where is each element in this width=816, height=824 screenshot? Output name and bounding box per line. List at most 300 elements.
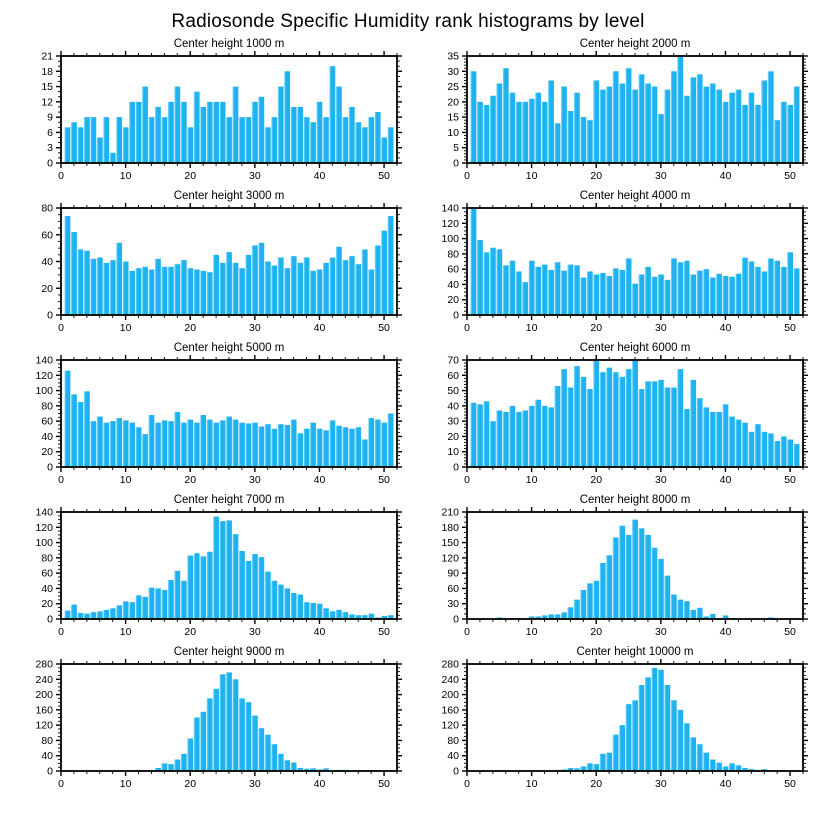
bar xyxy=(168,764,174,771)
bar xyxy=(471,403,477,467)
bar xyxy=(697,744,703,771)
bar xyxy=(258,243,264,315)
bar xyxy=(194,270,200,315)
subplot-title: Center height 10000 m xyxy=(576,646,694,658)
bar xyxy=(187,127,193,163)
bar xyxy=(207,698,213,771)
x-tick-label: 10 xyxy=(525,474,538,486)
bar xyxy=(284,71,290,163)
bar xyxy=(710,84,716,163)
bar xyxy=(323,117,329,163)
x-tick-label: 50 xyxy=(378,474,390,486)
bar xyxy=(207,102,213,163)
x-tick-label: 20 xyxy=(184,474,197,486)
x-tick-label: 0 xyxy=(464,170,470,182)
y-tick-label: 50 xyxy=(447,385,459,398)
bar xyxy=(258,426,264,467)
y-tick-label: 240 xyxy=(35,673,53,686)
bar xyxy=(258,97,264,163)
bar xyxy=(265,127,271,163)
x-tick-label: 40 xyxy=(719,474,732,486)
bar xyxy=(291,420,297,467)
y-tick-label: 90 xyxy=(447,567,459,580)
y-tick-label: 210 xyxy=(441,506,459,519)
bar xyxy=(645,677,651,771)
x-tick-label: 0 xyxy=(58,626,64,638)
y-tick-label: 0 xyxy=(453,157,459,170)
bar xyxy=(207,420,213,467)
bar xyxy=(555,262,561,315)
bar xyxy=(336,87,342,163)
bar xyxy=(794,87,800,163)
subplot-title: Center height 1000 m xyxy=(173,38,285,50)
bar xyxy=(561,87,567,163)
x-tick-label: 50 xyxy=(784,778,796,790)
bar xyxy=(284,268,290,315)
x-tick-label: 40 xyxy=(313,474,326,486)
bar xyxy=(723,404,729,467)
bar xyxy=(774,120,780,163)
bar xyxy=(142,434,148,467)
bar xyxy=(574,93,580,163)
bar xyxy=(110,608,116,619)
bar xyxy=(684,723,690,771)
bar xyxy=(626,369,632,467)
bar xyxy=(600,754,606,771)
x-tick-label: 30 xyxy=(655,474,667,486)
bar xyxy=(787,252,793,315)
bar xyxy=(690,610,696,619)
bar xyxy=(651,668,657,771)
bar xyxy=(187,420,193,467)
x-tick-label: 30 xyxy=(655,778,667,790)
bar xyxy=(310,271,316,315)
bar xyxy=(503,265,509,315)
bar xyxy=(207,552,213,619)
subplot-title: Center height 6000 m xyxy=(579,342,691,354)
bar xyxy=(291,107,297,163)
subplot-10000m xyxy=(411,643,811,795)
y-tick-label: 30 xyxy=(447,415,459,428)
bar xyxy=(645,267,651,315)
x-tick-label: 0 xyxy=(464,626,470,638)
bar xyxy=(110,153,116,163)
bar xyxy=(723,276,729,315)
x-tick-label: 10 xyxy=(119,170,132,182)
bar xyxy=(593,80,599,163)
bar xyxy=(136,102,142,163)
y-tick-label: 80 xyxy=(447,734,459,747)
bar xyxy=(349,256,355,315)
bar xyxy=(626,535,632,619)
bar xyxy=(503,68,509,163)
bar xyxy=(471,71,477,163)
bar xyxy=(161,763,167,771)
bar xyxy=(323,430,329,467)
x-tick-label: 30 xyxy=(249,626,261,638)
bar xyxy=(129,423,135,467)
bar xyxy=(774,441,780,467)
y-tick-label: 120 xyxy=(35,369,53,382)
y-tick-label: 0 xyxy=(453,309,459,322)
bar xyxy=(690,737,696,771)
bar xyxy=(548,80,554,163)
y-tick-label: 3 xyxy=(47,142,53,155)
bar xyxy=(522,410,528,467)
bar xyxy=(490,248,496,315)
bar xyxy=(181,581,187,619)
bar xyxy=(483,401,489,467)
bar xyxy=(239,423,245,467)
y-tick-label: 280 xyxy=(441,658,459,671)
bar xyxy=(291,763,297,771)
x-tick-label: 30 xyxy=(249,474,261,486)
bar xyxy=(768,433,774,467)
bar xyxy=(342,260,348,315)
bar xyxy=(103,610,109,619)
bar xyxy=(155,588,161,619)
bar xyxy=(542,102,548,163)
bar xyxy=(471,208,477,315)
bar xyxy=(310,603,316,619)
y-tick-label: 80 xyxy=(41,400,53,413)
y-tick-label: 80 xyxy=(41,202,53,215)
bar xyxy=(116,605,122,619)
bar xyxy=(368,270,374,315)
bar xyxy=(781,267,787,315)
bar xyxy=(336,610,342,619)
bar xyxy=(362,249,368,315)
bar xyxy=(226,520,232,619)
y-tick-label: 60 xyxy=(447,263,459,276)
y-tick-label: 20 xyxy=(447,96,459,109)
bar xyxy=(748,432,754,467)
bar xyxy=(535,267,541,315)
x-tick-label: 20 xyxy=(590,322,603,334)
y-tick-label: 20 xyxy=(447,294,459,307)
bar xyxy=(587,120,593,163)
y-tick-label: 100 xyxy=(35,385,53,398)
bar xyxy=(168,267,174,315)
bar xyxy=(755,424,761,467)
bar xyxy=(645,84,651,163)
x-tick-label: 10 xyxy=(119,474,132,486)
bar xyxy=(619,270,625,315)
bar xyxy=(168,580,174,619)
bar xyxy=(496,249,502,315)
bar xyxy=(522,282,528,315)
bar xyxy=(233,263,239,315)
y-tick-label: 40 xyxy=(41,582,53,595)
bar xyxy=(375,420,381,467)
bar xyxy=(761,432,767,467)
bar xyxy=(703,753,709,771)
bar xyxy=(658,274,664,315)
bar xyxy=(503,412,509,467)
bar xyxy=(194,423,200,467)
bar xyxy=(509,93,515,163)
bar xyxy=(65,611,71,619)
bar xyxy=(213,102,219,163)
bar xyxy=(375,245,381,315)
x-tick-label: 0 xyxy=(464,474,470,486)
bar xyxy=(245,117,251,163)
bar xyxy=(580,590,586,619)
bar xyxy=(168,421,174,467)
x-tick-label: 20 xyxy=(184,778,197,790)
x-tick-label: 0 xyxy=(58,778,64,790)
bar xyxy=(697,608,703,619)
y-tick-label: 180 xyxy=(441,521,459,534)
bar xyxy=(174,264,180,315)
bar xyxy=(271,429,277,467)
bar xyxy=(207,272,213,315)
bar xyxy=(213,689,219,771)
bar xyxy=(103,263,109,315)
x-tick-label: 30 xyxy=(249,170,261,182)
bar xyxy=(97,611,103,619)
x-tick-label: 40 xyxy=(719,322,732,334)
bar xyxy=(735,90,741,163)
bar xyxy=(651,87,657,163)
bar xyxy=(794,268,800,315)
bar xyxy=(97,417,103,467)
bar xyxy=(336,426,342,467)
bar xyxy=(336,247,342,315)
bar xyxy=(155,423,161,467)
bar xyxy=(658,380,664,467)
bar xyxy=(781,102,787,163)
bar xyxy=(97,257,103,315)
y-tick-label: 20 xyxy=(41,598,53,611)
bar xyxy=(304,429,310,467)
bar xyxy=(71,232,77,315)
bar xyxy=(278,585,284,619)
bar xyxy=(123,262,129,316)
bar xyxy=(574,265,580,315)
bar xyxy=(619,725,625,771)
bar xyxy=(245,423,251,467)
y-tick-label: 160 xyxy=(441,704,459,717)
bar xyxy=(213,423,219,467)
subplot-5000m xyxy=(5,339,405,491)
bar xyxy=(703,407,709,467)
bar xyxy=(755,267,761,315)
bar xyxy=(297,433,303,467)
bar xyxy=(580,377,586,467)
x-tick-label: 30 xyxy=(249,778,261,790)
bar xyxy=(149,588,155,619)
bar xyxy=(342,427,348,467)
x-tick-label: 50 xyxy=(784,322,796,334)
bar xyxy=(349,107,355,163)
bar xyxy=(606,368,612,467)
bar xyxy=(342,612,348,619)
bar xyxy=(97,138,103,163)
subplot-title: Center height 8000 m xyxy=(579,494,691,506)
y-tick-label: 18 xyxy=(41,65,53,78)
bar xyxy=(761,80,767,163)
y-tick-label: 240 xyxy=(441,673,459,686)
histogram-6000m xyxy=(411,339,811,491)
main-title: Radiosonde Specific Humidity rank histograms by level xyxy=(171,11,645,32)
y-tick-label: 60 xyxy=(447,582,459,595)
x-tick-label: 10 xyxy=(119,778,132,790)
bar xyxy=(600,563,606,619)
bar xyxy=(233,87,239,163)
bar xyxy=(265,424,271,467)
bar xyxy=(567,111,573,163)
x-tick-label: 10 xyxy=(119,626,132,638)
bar xyxy=(116,117,122,163)
y-tick-label: 0 xyxy=(453,461,459,474)
bar xyxy=(258,728,264,771)
x-tick-label: 50 xyxy=(378,170,390,182)
bar xyxy=(651,381,657,467)
bar xyxy=(239,117,245,163)
bar xyxy=(161,267,167,315)
bar xyxy=(710,412,716,467)
bar xyxy=(220,420,226,467)
bar xyxy=(535,93,541,163)
bar xyxy=(284,588,290,619)
bar xyxy=(729,417,735,467)
y-tick-label: 10 xyxy=(447,446,459,459)
bar xyxy=(181,102,187,163)
bar xyxy=(265,572,271,619)
bar xyxy=(317,270,323,315)
bar xyxy=(697,271,703,315)
y-tick-label: 9 xyxy=(47,111,53,124)
y-tick-label: 120 xyxy=(35,719,53,732)
y-tick-label: 20 xyxy=(41,446,53,459)
y-tick-label: 150 xyxy=(441,537,459,550)
bar xyxy=(187,556,193,619)
bar xyxy=(239,551,245,619)
bar xyxy=(142,597,148,619)
x-tick-label: 10 xyxy=(525,626,538,638)
bar xyxy=(619,526,625,619)
bar xyxy=(671,388,677,467)
bar xyxy=(677,262,683,315)
bar xyxy=(690,274,696,315)
bar xyxy=(697,74,703,163)
bar xyxy=(593,764,599,771)
bar xyxy=(626,68,632,163)
bar xyxy=(529,261,535,315)
bar xyxy=(329,257,335,315)
bar xyxy=(742,258,748,315)
bar xyxy=(388,216,394,315)
x-tick-label: 10 xyxy=(525,170,538,182)
bar xyxy=(355,427,361,467)
bar xyxy=(65,371,71,467)
bar xyxy=(561,369,567,467)
bar xyxy=(483,105,489,163)
bar xyxy=(297,263,303,315)
bar xyxy=(329,420,335,467)
bar xyxy=(548,270,554,315)
bar xyxy=(129,271,135,315)
bar xyxy=(317,102,323,163)
bar xyxy=(735,420,741,467)
bar xyxy=(522,102,528,163)
bar xyxy=(774,261,780,315)
bar xyxy=(729,763,735,771)
subplot-title: Center height 3000 m xyxy=(173,190,285,202)
y-tick-label: 40 xyxy=(41,750,53,763)
bar xyxy=(542,265,548,315)
x-tick-label: 0 xyxy=(464,322,470,334)
bar xyxy=(658,670,664,771)
x-tick-label: 50 xyxy=(378,626,390,638)
bar xyxy=(632,360,638,467)
y-tick-label: 40 xyxy=(41,430,53,443)
x-tick-label: 40 xyxy=(313,626,326,638)
bar xyxy=(613,268,619,315)
bar xyxy=(388,414,394,468)
bar xyxy=(271,581,277,619)
y-tick-label: 15 xyxy=(447,111,459,124)
bar xyxy=(368,117,374,163)
bar xyxy=(516,412,522,467)
bar xyxy=(129,102,135,163)
bar xyxy=(284,760,290,771)
y-tick-label: 120 xyxy=(441,719,459,732)
bar xyxy=(619,84,625,163)
bar xyxy=(671,71,677,163)
bar xyxy=(194,718,200,772)
y-tick-label: 60 xyxy=(41,567,53,580)
bar xyxy=(187,268,193,315)
bar xyxy=(381,138,387,163)
bar xyxy=(477,240,483,315)
x-tick-label: 20 xyxy=(184,322,197,334)
bar xyxy=(735,274,741,315)
bar xyxy=(252,716,258,771)
bar xyxy=(381,423,387,467)
bar xyxy=(239,268,245,315)
bar xyxy=(768,71,774,163)
bar xyxy=(684,261,690,315)
bar xyxy=(71,604,77,619)
y-tick-label: 280 xyxy=(35,658,53,671)
bar xyxy=(555,386,561,467)
bar xyxy=(639,74,645,163)
bar xyxy=(123,601,129,619)
bar xyxy=(271,744,277,771)
y-tick-label: 0 xyxy=(453,613,459,626)
bar xyxy=(516,102,522,163)
bar xyxy=(639,389,645,467)
bar xyxy=(110,260,116,315)
bar xyxy=(613,735,619,771)
bar xyxy=(651,277,657,315)
bar xyxy=(258,557,264,619)
bar xyxy=(278,87,284,163)
bar xyxy=(317,429,323,467)
y-tick-label: 10 xyxy=(447,126,459,139)
y-tick-label: 70 xyxy=(447,354,459,367)
bar xyxy=(677,56,683,163)
subplot-title: Center height 9000 m xyxy=(173,646,285,658)
subplot-6000m xyxy=(411,339,811,491)
bar xyxy=(755,105,761,163)
bar xyxy=(587,763,593,771)
subplot-title: Center height 7000 m xyxy=(173,494,285,506)
bar xyxy=(252,554,258,619)
x-tick-label: 40 xyxy=(719,778,732,790)
